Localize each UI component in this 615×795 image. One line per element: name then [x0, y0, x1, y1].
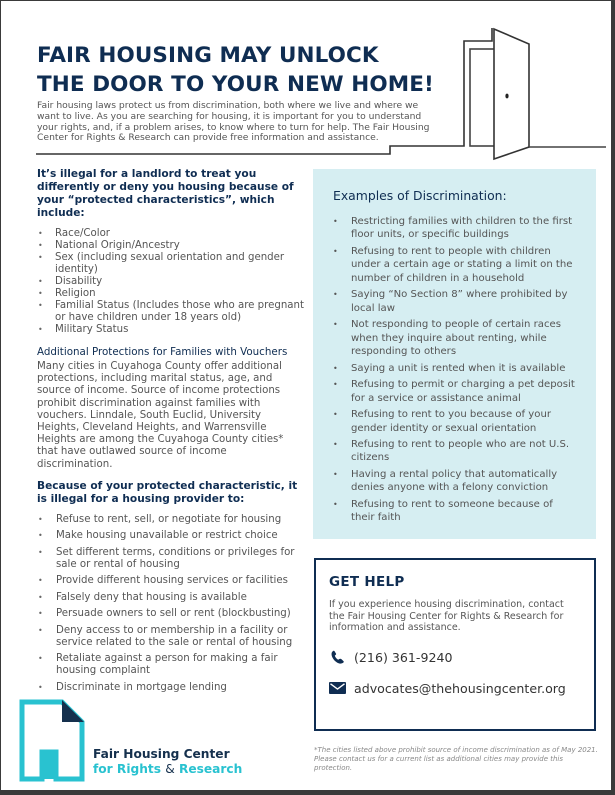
email-address[interactable]: advocates@thehousingcenter.org — [354, 680, 566, 696]
bullet-icon: • — [38, 241, 43, 250]
logo-line-2: for Rights & Research — [93, 762, 243, 776]
logo-line-1: Fair Housing Center — [93, 747, 230, 761]
bullet-icon: • — [38, 277, 43, 286]
bullet-icon: • — [38, 289, 43, 298]
list-item: • Retaliate against a person for making a fair housing complaint — [38, 653, 278, 677]
list-item: • Disability — [38, 276, 103, 287]
list-item: • Provide different housing services or facilities — [38, 575, 288, 587]
page-title — [37, 41, 457, 99]
get-help-box — [314, 558, 596, 731]
list-item: • Restricting families with children to the first floor units, or specific buildings — [333, 216, 573, 241]
intro-paragraph: Fair housing laws protect us from discrimination, both where we live and where we want to live. As you are searching for housing, it is important for you to understand your rights, and, if a problem arises, to know where to turn for help. The Fair Housing Center for Rights & Research can provide free information and assistance. — [37, 100, 430, 144]
flyer-page — [1, 1, 611, 790]
vouchers-paragraph: Many cities in Cuyahoga County offer additional protections, including marital status, age, and source of income. Source of income protections prohibit discrimination against families with vouchers. Linndale, South Euclid, University Heights, Cleveland Heights, and Warrensville Heights are among the Cuyahoga County cities* that have outlawed source of income discrimination. — [37, 361, 284, 470]
list-item: • Refusing to permit or charging a pet deposit for a service or assistance animal — [333, 379, 575, 404]
bullet-icon: • — [38, 592, 43, 602]
bullet-icon: • — [38, 229, 43, 238]
list-item: • Refusing to rent to you because of your gender identity or sexual orientation — [333, 409, 551, 434]
list-item: • Refusing to rent to people with children under a certain age or stating a limit on the number of children in a household — [333, 245, 573, 284]
list-item: • Falsely deny that housing is available — [38, 591, 247, 603]
list-item: • Make housing unavailable or restrict choice — [38, 530, 278, 542]
list-item: • Saying a unit is rented when it is available — [333, 362, 566, 374]
bullet-icon: • — [38, 514, 43, 524]
get-help-text: If you experience housing discrimination, contact the Fair Housing Center for Rights & Research for information and assistance. — [329, 599, 564, 634]
title-line-1: FAIR HOUSING MAY UNLOCK — [37, 43, 379, 68]
list-item: • Familial Status (Includes those who are pregnant or have children under 18 years old) — [38, 300, 304, 323]
bullet-icon: • — [38, 301, 43, 310]
bullet-icon: • — [38, 253, 43, 262]
bullet-icon: • — [333, 320, 338, 330]
phone-contact[interactable] — [329, 650, 581, 665]
illegal-heading: Because of your protected characteristic, it is illegal for a housing provider to: — [37, 479, 298, 505]
list-item: • Refusing to rent to someone because of their faith — [333, 499, 553, 524]
left-column — [37, 168, 305, 698]
bullet-icon: • — [333, 363, 338, 373]
bullet-icon: • — [333, 410, 338, 420]
vouchers-heading: Additional Protections for Families with Vouchers — [37, 346, 288, 358]
bullet-icon: • — [333, 440, 338, 450]
list-item: • Military Status — [38, 324, 129, 335]
logo-house-icon — [18, 698, 88, 783]
bullet-icon: • — [38, 547, 43, 557]
examples-list — [333, 215, 576, 525]
get-help-heading: GET HELP — [329, 574, 405, 590]
logo-text — [93, 747, 242, 777]
envelope-icon — [329, 681, 347, 695]
list-item: • Saying “No Section 8” where prohibited by local law — [333, 289, 568, 314]
title-line-2: THE DOOR TO YOUR NEW HOME! — [37, 72, 434, 97]
bullet-icon: • — [333, 380, 338, 390]
list-item: • Deny access to or membership in a facility or service related to the sale or rental of housing — [38, 624, 293, 648]
illegal-list — [37, 514, 305, 694]
phone-number[interactable]: (216) 361-9240 — [354, 649, 453, 665]
list-item: • Race/Color — [38, 228, 110, 239]
bullet-icon: • — [333, 470, 338, 480]
examples-heading: Examples of Discrimination: — [333, 188, 507, 203]
bullet-icon: • — [38, 609, 43, 619]
email-contact[interactable] — [329, 681, 581, 696]
list-item: • Sex (including sexual orientation and gender identity) — [38, 252, 285, 275]
bullet-icon: • — [333, 217, 338, 226]
bullet-icon: • — [38, 531, 43, 541]
bullet-icon: • — [333, 500, 338, 510]
bullet-icon: • — [38, 682, 43, 692]
list-item: • Refusing to rent to people who are not U.S. citizens — [333, 439, 570, 464]
list-item: • Having a rental policy that automatically denies anyone with a felony conviction — [333, 469, 558, 494]
protected-list — [37, 228, 305, 336]
list-item: • National Origin/Ancestry — [38, 240, 180, 251]
footnote: *The cities listed above prohibit source of income discrimination as of May 2021. Please contact us for a current list as additional cities may provide this protection. — [314, 746, 598, 772]
bullet-icon: • — [38, 654, 43, 664]
bullet-icon: • — [38, 325, 43, 334]
bullet-icon: • — [38, 576, 43, 586]
examples-box — [313, 169, 596, 539]
bullet-icon: • — [333, 246, 338, 256]
bullet-icon: • — [333, 290, 338, 300]
list-item: • Set different terms, conditions or privileges for sale or rental of housing — [38, 546, 295, 570]
list-item: • Persuade owners to sell or rent (blockbusting) — [38, 608, 291, 620]
bullet-icon: • — [38, 625, 43, 635]
list-item: • Not responding to people of certain races when they inquire about renting, while responding to others — [333, 319, 562, 357]
list-item: • Religion — [38, 288, 96, 299]
list-item: • Refuse to rent, sell, or negotiate for housing — [38, 513, 282, 525]
phone-icon — [329, 650, 347, 664]
list-item: • Discriminate in mortgage lending — [38, 681, 227, 693]
protected-heading: It’s illegal for a landlord to treat you differently or deny you housing because of your “protected characteristics”, which include: — [37, 168, 294, 219]
